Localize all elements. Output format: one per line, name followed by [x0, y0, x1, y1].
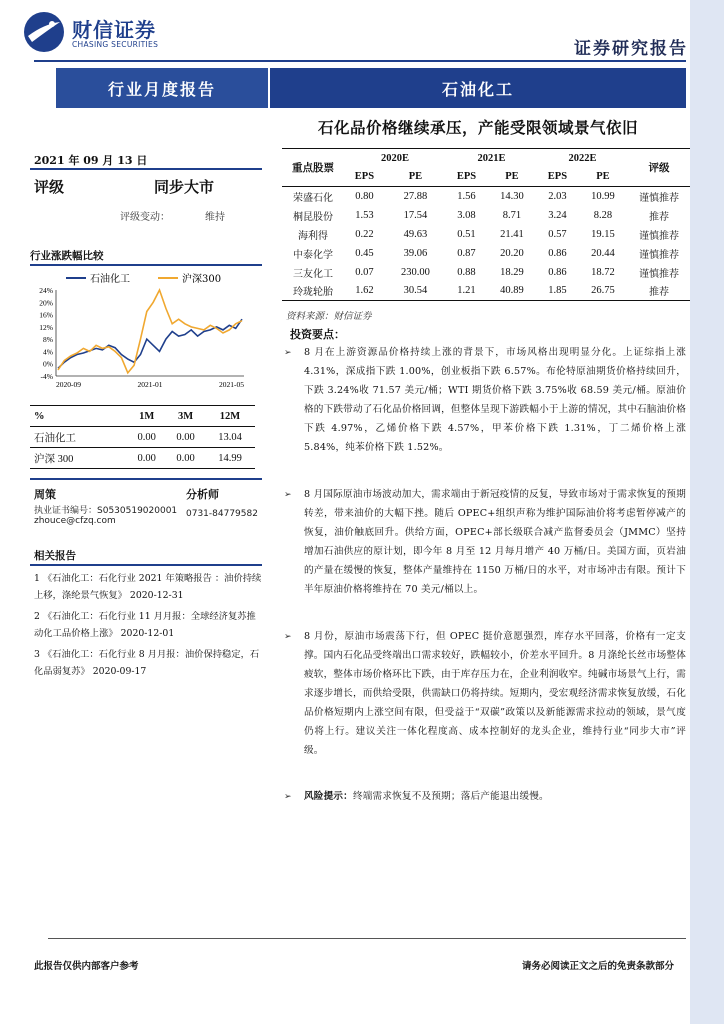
- table-row: [282, 263, 690, 282]
- perf-cell: 沪深 300: [34, 453, 74, 465]
- x-tick-label: 2021-05: [219, 380, 244, 389]
- bullet-arrow-icon: ➢: [284, 632, 292, 642]
- pe-header: PE: [596, 171, 610, 183]
- stock-value: 8.28: [593, 209, 613, 221]
- stock-value: 0.80: [355, 190, 374, 202]
- stock-value: 26.75: [591, 285, 615, 297]
- stock-value: 2.03: [548, 190, 567, 202]
- perf-header: 1M: [139, 410, 155, 422]
- year-header: 2022E: [568, 152, 597, 164]
- perf-cell: 0.00: [137, 431, 156, 443]
- table-row: [282, 225, 690, 244]
- pe-header: PE: [505, 171, 519, 183]
- series-line-2: [58, 290, 242, 373]
- comparison-rule: [30, 264, 262, 266]
- stock-rating: 谨慎推荐: [639, 268, 679, 280]
- analyst-rule: [30, 478, 262, 480]
- rating-header: 评级: [648, 163, 670, 174]
- risk-label: 风险提示：: [304, 791, 353, 802]
- stock-value: 20.20: [500, 247, 524, 259]
- brand-name: 财信证券: [72, 18, 156, 42]
- stock-rating: 推荐: [649, 211, 669, 223]
- stock-value: 0.45: [355, 247, 374, 259]
- perf-cell: 14.99: [218, 452, 242, 464]
- invest-paragraph: 8 月国际原油市场波动加大，需求端由于新冠疫情的反复，导致市场对于需求恢复的预期转差，带来油价的大幅下挫。随后 OPEC+组织声称为维护国际油价将考虑暂停减产的恢复，油价触底回升。供给方面，OPEC+部长级联合减产监督委员会（JMMC）坚持增加石油供应的原计划，即今年 8 月至 12 月每月增产 40 万桶/日。美国方面，页岩油的产量在缓慢的恢复，整体产量维持在 1150 万桶/日的水平，对市场冲击有限。预计下半年原油价格将维持在 70 美元/桶以上。: [304, 489, 686, 595]
- related-rule: [30, 564, 262, 566]
- report-date: 2021 年 09 月 13 日: [34, 154, 148, 167]
- stocks-header: 重点股票: [292, 163, 334, 174]
- footer-left: 此报告仅供内部客户参考: [34, 961, 139, 972]
- rating-change-value: 维持: [205, 212, 225, 223]
- stock-value: 3.24: [548, 209, 567, 221]
- stock-value: 0.86: [548, 247, 567, 259]
- stock-name: 荣盛石化: [293, 192, 333, 204]
- stock-value: 230.00: [401, 266, 430, 278]
- stock-value: 0.22: [355, 228, 374, 240]
- brand-name-en: CHASING SECURITIES: [72, 40, 159, 49]
- perf-header: 3M: [178, 410, 194, 422]
- perf-cell: 0.00: [176, 431, 195, 443]
- performance-table: [30, 405, 255, 469]
- comparison-title: 行业涨跌幅比较: [30, 250, 104, 262]
- related-title: 相关报告: [34, 550, 76, 562]
- legend-label-series-2: 沪深300: [182, 274, 222, 285]
- risk-note: [304, 787, 686, 806]
- stock-name: 桐昆股份: [293, 211, 333, 223]
- y-tick-label: 8%: [43, 335, 53, 345]
- table-row: [30, 427, 255, 448]
- stock-name: 玲珑轮胎: [293, 287, 333, 299]
- stock-value: 0.57: [548, 228, 567, 240]
- y-tick-label: 16%: [39, 310, 53, 320]
- stock-rating: 谨慎推荐: [639, 249, 679, 261]
- stock-value: 30.54: [403, 285, 428, 297]
- stock-value: 18.29: [500, 266, 524, 278]
- stock-value: 1.21: [457, 285, 476, 297]
- perf-cell: 0.00: [137, 452, 156, 464]
- y-tick-label: 4%: [43, 347, 53, 357]
- stock-value: 20.44: [591, 247, 615, 259]
- stock-value: 17.54: [403, 209, 428, 221]
- comparison-chart: [30, 268, 250, 392]
- x-tick-label: 2021-01: [137, 380, 163, 389]
- y-tick-label: 24%: [39, 286, 53, 295]
- eps-header: EPS: [547, 171, 568, 183]
- stock-value: 0.51: [457, 228, 476, 240]
- analyst-phone: 0731-84779582: [186, 509, 258, 519]
- date-rule: [30, 168, 262, 170]
- perf-header: 12M: [219, 410, 241, 422]
- stock-name: 海利得: [298, 230, 328, 242]
- line-chart: [30, 268, 250, 392]
- y-tick-label: -4%: [40, 372, 53, 381]
- stock-rating: 谨慎推荐: [639, 192, 679, 204]
- stock-value: 40.89: [500, 285, 524, 297]
- stock-rating: 推荐: [649, 287, 669, 299]
- brand-logo: [22, 10, 172, 54]
- stock-name: 中泰化学: [293, 249, 333, 261]
- bullet-arrow-icon: ➢: [284, 348, 292, 358]
- related-report-item[interactable]: 3 《石油化工：石化行业 8 月月报：油价保持稳定，石化品弱复苏》 2020-09-17: [34, 649, 260, 677]
- table-row: [30, 448, 255, 469]
- stock-value: 19.15: [591, 228, 615, 240]
- analyst-name: 周策: [34, 488, 56, 501]
- related-report-item[interactable]: 2 《石油化工：石化行业 11 月月报：全球经济复苏推动化工品价格上涨》 2020-12-01: [34, 611, 256, 639]
- table-row: [282, 187, 690, 206]
- logo-emblem-icon: [22, 10, 66, 54]
- footer-rule: [48, 938, 686, 939]
- eps-header: EPS: [456, 171, 477, 183]
- y-tick-label: 20%: [39, 298, 53, 308]
- rating-change-label: 评级变动：: [120, 212, 170, 223]
- rating-value: 同步大市: [154, 178, 215, 196]
- table-row: [282, 282, 690, 301]
- invest-title: 投资要点：: [290, 328, 345, 341]
- key-stocks-table: [282, 148, 690, 301]
- stock-value: 27.88: [403, 190, 428, 202]
- perf-cell: 0.00: [176, 452, 195, 464]
- table-row: [282, 244, 690, 263]
- stock-value: 0.86: [548, 266, 567, 278]
- invest-paragraph: 8 月份，原油市场震荡下行，但 OPEC 挺价意愿强烈，库存水平回落，价格有一定支撑。国内石化品受终端出口需求较好，跌幅较小，价差水平回升。8 月涤纶长丝市场整体疲软，整体市场价格环比下跌，由于库存压力在，企业利润收窄。纯碱市场景气上行，需求逐步增长，而供给受限，供需缺口仍将持续。短期内，受宏观经济需求恢复放缓，石化品价格短期内上涨空间有限，但受益于“双碳”政策以及新能源需求拉动的领域，景气度仍将上行。建议关注一体化程度高、成本控制好的龙头企业，维持行业“同步大市”评级。: [304, 631, 686, 756]
- table-source: 资料来源：财信证券: [286, 311, 372, 322]
- stock-value: 1.56: [457, 190, 476, 202]
- perf-header: %: [34, 410, 45, 422]
- stock-value: 14.30: [500, 190, 524, 202]
- pe-header: PE: [408, 171, 423, 183]
- perf-cell: 石油化工: [34, 432, 76, 444]
- eps-header: EPS: [354, 171, 375, 183]
- analyst-email[interactable]: zhouce@cfzq.com: [34, 516, 116, 526]
- stock-value: 8.71: [502, 209, 522, 221]
- stock-value: 0.88: [457, 266, 476, 278]
- rating-label: 评级: [34, 178, 65, 196]
- industry-banner: 石油化工: [270, 68, 686, 108]
- analyst-role: 分析师: [186, 488, 219, 501]
- y-tick-label: 0%: [43, 359, 53, 369]
- stock-value: 0.07: [355, 266, 374, 278]
- bullet-arrow-icon: ➢: [284, 792, 292, 802]
- stock-value: 21.41: [500, 228, 524, 240]
- related-report-item[interactable]: 1 《石油化工：石化行业 2021 年策略报告 ：油价持续上移，涤纶景气恢复》 2020-12-31: [34, 573, 262, 601]
- legend-label-series-1: 石油化工: [90, 274, 130, 285]
- year-header: 2020E: [381, 152, 410, 164]
- analyst-cert: 执业证书编号：S0530519020001: [34, 506, 178, 516]
- risk-text: 终端需求恢复不及预期；落后产能退出缓慢。: [352, 791, 549, 802]
- stock-value: 0.87: [457, 247, 476, 259]
- invest-paragraph: 8 月在上游资源品价格持续上涨的背景下，市场风格出现明显分化。上证综指上涨 4.31%，深成指下跌 1.00%，创业板指下跌 6.57%。布伦特原油期货价格持续回升，下跌 3.24%收 71.57 美元/桶；WTI 期货价格下跌 3.75%收 68.59 美元/桶。原油价格的下跌带动了石化品价格回调，但整体呈现下游跌幅小于上游的情况，其中石脑油价格下跌 4.97%，乙烯价格下跌 4.57%，甲苯价格下跌 1.31%，丁二烯价格上涨 5.84%，纯苯价格下跌 1.52%。: [304, 347, 686, 453]
- stock-value: 3.08: [457, 209, 476, 221]
- report-type: 证券研究报告: [574, 39, 688, 59]
- stock-value: 49.63: [403, 228, 428, 240]
- stock-name: 三友化工: [293, 268, 333, 280]
- x-tick-label: 2020-09: [56, 380, 81, 389]
- stock-value: 1.62: [355, 285, 374, 297]
- year-header: 2021E: [477, 152, 506, 164]
- stock-rating: 谨慎推荐: [639, 230, 679, 242]
- stock-value: 1.53: [355, 209, 374, 221]
- header-rule: [34, 60, 686, 62]
- stock-value: 39.06: [403, 247, 428, 259]
- stock-value: 10.99: [591, 190, 615, 202]
- y-tick-label: 12%: [39, 322, 53, 332]
- bullet-arrow-icon: ➢: [284, 490, 292, 500]
- stock-value: 1.85: [548, 285, 567, 297]
- category-banner: 行业月度报告: [56, 68, 268, 108]
- stock-value: 18.72: [591, 266, 615, 278]
- footer-right: 请务必阅读正文之后的免责条款部分: [521, 961, 674, 972]
- perf-cell: 13.04: [218, 431, 242, 443]
- side-stripe: [690, 0, 724, 1024]
- table-row: [282, 206, 690, 225]
- report-title: 石化品价格继续承压，产能受限领域景气依旧: [317, 118, 638, 137]
